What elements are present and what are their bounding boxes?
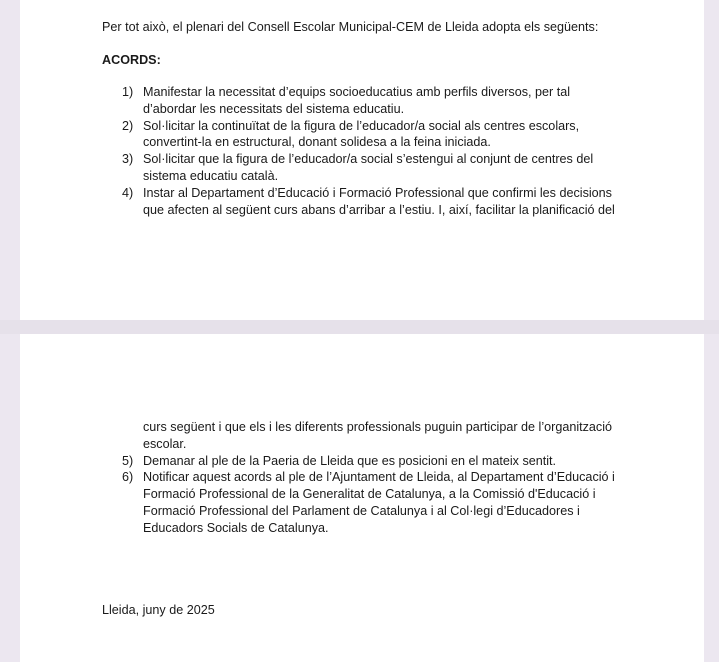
agreement-text-line: Formació Professional del Parlament de Catalunya i al Col·legi d’Educadores i: [143, 503, 580, 518]
document-page-1: [20, 0, 704, 320]
document-page-2: [20, 334, 704, 662]
agreement-item-6: [122, 469, 615, 536]
agreement-item-3: [122, 151, 615, 185]
agreement-item-4: [122, 185, 615, 219]
place-and-date: Lleida, juny de 2025: [102, 603, 215, 617]
agreement-item-1: [122, 84, 615, 118]
agreement-item-4-continuation: [122, 419, 615, 453]
agreement-number: 4): [122, 185, 134, 200]
agreement-text-line: escolar.: [143, 436, 187, 451]
agreement-text-line: Demanar al ple de la Paeria de Lleida que es posicioni en el mateix sentit.: [143, 453, 557, 468]
agreement-text-line: Sol·licitar que la figura de l’educador/a social s’estengui al conjunt de centres del: [143, 152, 594, 167]
intro-paragraph: Per tot això, el plenari del Consell Escolar Municipal-CEM de Lleida adopta els següents:: [102, 20, 599, 34]
agreement-item-5: [122, 453, 615, 470]
agreement-text-line: d’abordar les necessitats del sistema educatiu.: [143, 101, 405, 116]
agreement-text-line: convertint-la en estructural, donant solidesa a la feina iniciada.: [143, 135, 491, 150]
agreement-text-line: curs següent i que els i les diferents professionals puguin participar de l’organització: [143, 420, 613, 434]
agreement-number: 5): [122, 453, 134, 468]
agreements-list: [122, 84, 615, 218]
agreement-text-line: Educadors Socials de Catalunya.: [143, 520, 329, 535]
agreement-text-line: que afecten al següent curs abans d’arribar a l’estiu. I, així, facilitar la planificació del: [143, 202, 615, 217]
agreement-text-line: Sol·licitar la continuïtat de la figura de l’educador/a social als centres escolars,: [143, 118, 580, 133]
agreements-list-continued: [122, 419, 615, 537]
agreement-number: 3): [122, 152, 134, 167]
agreement-item-2: [122, 118, 615, 152]
agreements-heading: ACORDS:: [102, 53, 161, 67]
agreement-text-line: Formació Professional de la Generalitat de Catalunya, a la Comissió d'Educació i: [143, 487, 596, 502]
agreement-text-line: Instar al Departament d’Educació i Formació Professional que confirmi les decisions: [143, 185, 612, 200]
agreement-text-line: Manifestar la necessitat d’equips socioeducatius amb perfils diversos, per tal: [143, 85, 571, 99]
page-separator: [0, 320, 719, 334]
agreement-number: 1): [122, 85, 134, 99]
agreement-number: 2): [122, 118, 134, 133]
agreement-text-line: Notificar aquest acords al ple de l’Ajuntament de Lleida, al Departament d’Educació i: [143, 470, 615, 485]
agreement-text-line: sistema educatiu català.: [143, 168, 279, 183]
agreement-number: 6): [122, 470, 134, 485]
